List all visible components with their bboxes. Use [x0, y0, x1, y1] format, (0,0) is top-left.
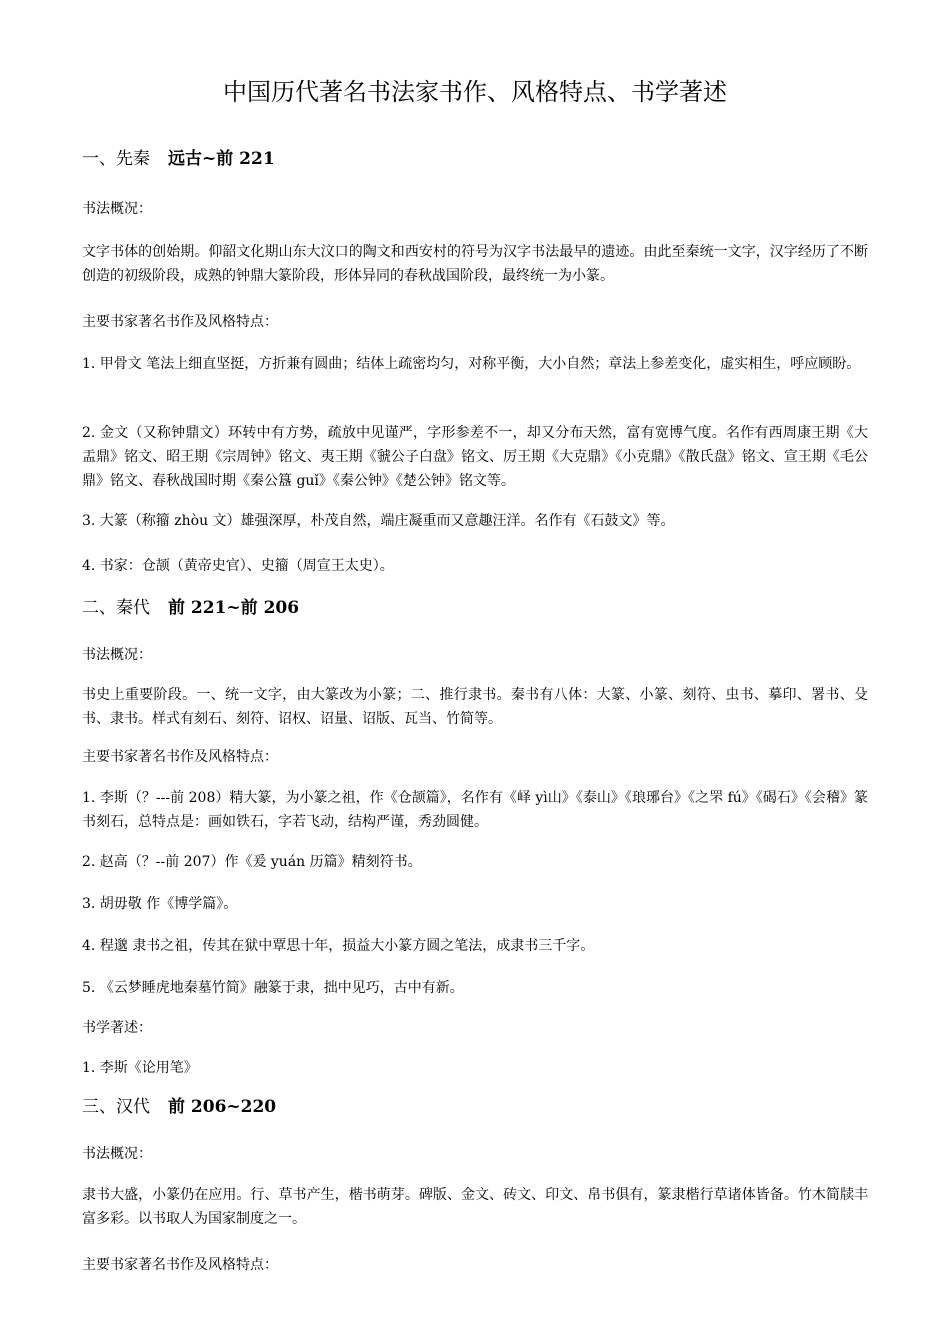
overview-paragraph: 书史上重要阶段。一、统一文字，由大篆改为小篆；二、推行隶书。秦书有八体：大篆、小篆、刻符、虫书、摹印、署书、殳书、隶书。样式有刻石、刻符、诏权、诏量、诏版、瓦当、竹简等。 [82, 687, 868, 727]
works-label: 主要书家著名书作及风格特点： [82, 1257, 278, 1273]
list-item: 1. 李斯（？---前 208）精大篆，为小篆之祖，作《仓颉篇》，名作有《峄 yì山》《泰山》《琅琊台》《之罘 fú》《碣石》《会稽》篆书刻石，总特点是：画如铁石，字若飞动，结构严谨，秀劲圆健。 [82, 790, 868, 830]
list-item: 2. 金文（又称钟鼎文）环转中有方势，疏放中见谨严，字形参差不一，却又分布天然，富有宽博气度。名作有西周康王期《大盂鼎》铭文、昭王期《宗周钟》铭文、夷王期《虢公子白盘》铭文、厉王期《大克鼎》《小克鼎》《散氏盘》铭文、宣王期《毛公鼎》铭文、春秋战国时期《秦公簋 guǐ》《秦公钟》《楚公钟》铭文等。 [82, 425, 868, 489]
list-item: 3. 大篆（称籀 zhòu 文）雄强深厚，朴茂自然，端庄凝重而又意趣汪洋。名作有《石鼓文》等。 [82, 513, 675, 529]
overview-label: 书法概况： [82, 201, 152, 217]
section-years: 远古~前 221 [168, 149, 275, 169]
section-heading-label: 三、汉代 [82, 1097, 150, 1117]
list-item: 4. 书家：仓颉（黄帝史官）、史籀（周宣王太史）。 [82, 558, 394, 574]
overview-paragraph: 隶书大盛，小篆仍在应用。行、草书产生，楷书萌芽。碑版、金文、砖文、印文、帛书俱有，篆隶楷行草诸体皆备。竹木简牍丰富多彩。以书取人为国家制度之一。 [82, 1187, 868, 1227]
overview-label: 书法概况： [82, 1146, 152, 1162]
section-years: 前 221~前 206 [168, 598, 300, 618]
section-heading-xianqin [82, 148, 275, 170]
section-heading-label: 一、先秦 [82, 149, 150, 169]
works-label: 主要书家著名书作及风格特点： [82, 314, 278, 330]
list-item: 1. 甲骨文 笔法上细直坚挺，方折兼有圆曲；结体上疏密均匀，对称平衡，大小自然；章法上参差变化，虚实相生，呼应顾盼。 [82, 356, 861, 372]
list-item: 4. 程邈 隶书之祖，传其在狱中覃思十年，损益大小篆方圆之笔法，成隶书三千字。 [82, 938, 595, 954]
list-item: 2. 赵高（？--前 207）作《爰 yuán 历篇》精刻符书。 [82, 854, 422, 870]
treatise-label: 书学著述： [82, 1020, 152, 1036]
list-item: 5. 《云梦睡虎地秦墓竹简》融篆于隶，拙中见巧，古中有新。 [82, 980, 464, 996]
section-years: 前 206~220 [168, 1097, 277, 1117]
list-item: 3. 胡毋敬 作《博学篇》。 [82, 896, 238, 912]
section-heading-qin [82, 597, 299, 619]
page-title: 中国历代著名书法家书作、风格特点、书学著述 [223, 78, 727, 106]
works-label: 主要书家著名书作及风格特点： [82, 749, 278, 765]
treatise-item: 1. 李斯《论用笔》 [82, 1060, 198, 1076]
overview-paragraph: 文字书体的创始期。仰韶文化期山东大汶口的陶文和西安村的符号为汉字书法最早的遗迹。由此至秦统一文字，汉字经历了不断创造的初级阶段，成熟的钟鼎大篆阶段，形体异同的春秋战国阶段，最终统一为小篆。 [82, 244, 868, 284]
section-heading-label: 二、秦代 [82, 598, 150, 618]
overview-label: 书法概况： [82, 647, 152, 663]
section-heading-han [82, 1096, 276, 1118]
